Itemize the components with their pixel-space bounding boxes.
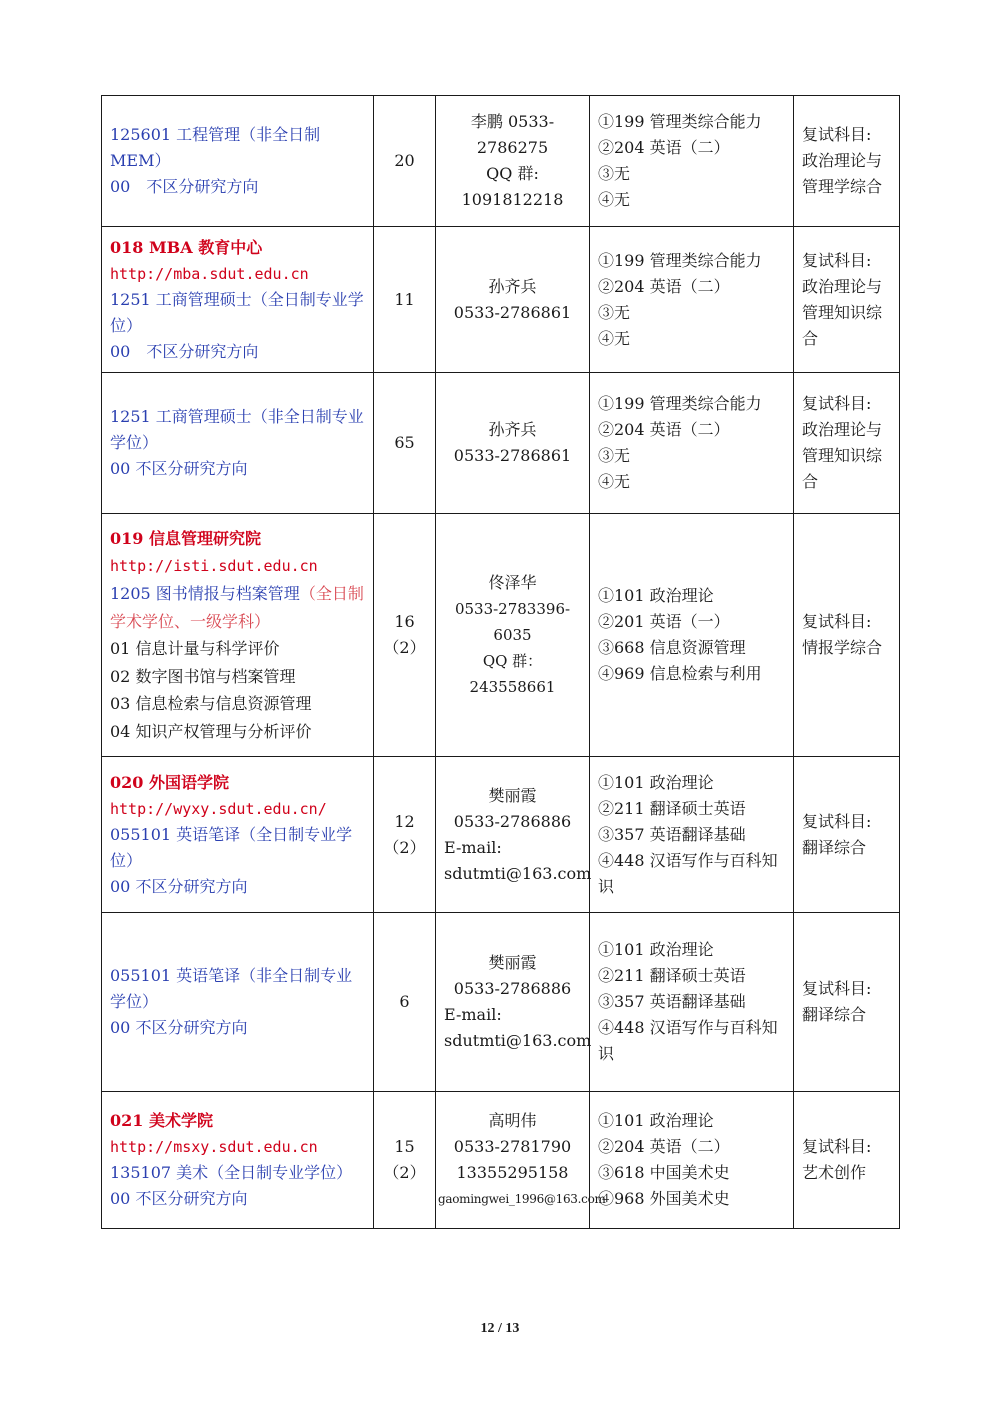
- page-number: 12 / 13: [480, 1321, 520, 1336]
- contact-email: gaomingwei_1996@163.com: [438, 1192, 606, 1206]
- table-row: [102, 96, 900, 227]
- contact-line: 13355295158: [456, 1163, 569, 1182]
- note-line: 复试科目:: [802, 1137, 872, 1156]
- exam-subject: ①199 管理类综合能力: [598, 112, 762, 131]
- notes-cell: [794, 227, 900, 373]
- contact-cell: [436, 96, 590, 227]
- table-row: [102, 227, 900, 373]
- contact-cell: [436, 373, 590, 514]
- quota-reserved: （2）: [383, 638, 426, 657]
- contact-line: 0533-2786886: [453, 979, 572, 998]
- exam-subject: ③668 信息资源管理: [598, 638, 746, 657]
- exam-subject: ②204 英语（二）: [598, 420, 730, 439]
- quota-value: 65: [394, 433, 415, 452]
- exam-subject: ①199 管理类综合能力: [598, 250, 762, 270]
- contact-line: 2786275: [476, 138, 549, 157]
- program-name: 1251 工商管理硕士（全日制专业学位）: [110, 289, 364, 335]
- notes-cell: [794, 913, 900, 1092]
- contact-line: QQ 群:: [486, 164, 539, 183]
- contact-email: sdutmti@163.com: [444, 863, 592, 883]
- note-line: 情报学综合: [802, 638, 883, 657]
- research-direction: 00 不区分研究方向: [110, 177, 259, 196]
- research-direction: 01 信息计量与科学评价: [110, 639, 280, 658]
- contact-line: 0533-2781790: [453, 1137, 572, 1156]
- quota-cell: [374, 227, 436, 373]
- quota-cell: [374, 373, 436, 514]
- note-line: 管理知识综: [802, 302, 883, 322]
- exam-subject: ②201 英语（一）: [598, 612, 730, 631]
- department-title: 019 信息管理研究院: [110, 529, 261, 548]
- exam-subject: ③无: [598, 302, 631, 322]
- exam-subject: ③618 中国美术史: [598, 1163, 730, 1182]
- quota-reserved: （2）: [383, 1163, 426, 1182]
- quota-value: 16: [394, 612, 415, 631]
- contact-line: 樊丽霞: [488, 953, 537, 972]
- exam-subject: ④无: [598, 328, 631, 348]
- exam-subjects-cell: [590, 1092, 794, 1229]
- notes-cell: [794, 1092, 900, 1229]
- exam-subject: ①101 政治理论: [598, 586, 714, 605]
- quota-value: 11: [394, 289, 415, 309]
- quota-value: 6: [399, 992, 410, 1011]
- quota-cell: [374, 757, 436, 913]
- contact-line: 佟泽华: [488, 573, 537, 592]
- table-row: [102, 1092, 900, 1229]
- admissions-table: [101, 95, 900, 1229]
- note-line: 合: [802, 472, 819, 491]
- program-type: （全日制学术学位、一级学科）: [110, 584, 364, 631]
- program-name: 1251 工商管理硕士（非全日制专业学位）: [110, 407, 364, 452]
- exam-subjects-cell: [590, 227, 794, 373]
- exam-subject: ③357 英语翻译基础: [598, 824, 746, 844]
- contact-email: sdutmti@163.com: [444, 1031, 592, 1050]
- program-cell: [102, 514, 374, 757]
- exam-subject: ②204 英语（二）: [598, 1137, 730, 1156]
- note-line: 管理知识综: [802, 446, 883, 465]
- contact-line: 李鹏 0533-: [470, 112, 555, 131]
- note-line: 复试科目:: [802, 394, 872, 413]
- exam-subject: ②204 英语（二）: [598, 138, 730, 157]
- research-direction: 00 不区分研究方向: [110, 1018, 248, 1037]
- exam-subject: ④无: [598, 472, 631, 491]
- note-line: 翻译综合: [802, 1005, 867, 1024]
- note-line: 复试科目:: [802, 811, 872, 831]
- quota-reserved: （2）: [383, 837, 426, 857]
- research-direction: 00 不区分研究方向: [110, 1189, 248, 1208]
- note-line: 复试科目:: [802, 250, 872, 270]
- research-direction: 03 信息检索与信息资源管理: [110, 694, 312, 713]
- exam-subject: ④448 汉语写作与百科知识: [598, 850, 778, 896]
- note-line: 复试科目:: [802, 979, 872, 998]
- program-name: 1205 图书情报与档案管理: [110, 584, 300, 603]
- program-cell: [102, 913, 374, 1092]
- note-line: 复试科目:: [802, 125, 872, 144]
- contact-line: 0533-2786861: [453, 446, 572, 465]
- quota-value: 15: [394, 1137, 415, 1156]
- exam-subjects-cell: [590, 757, 794, 913]
- contact-line: 孙齐兵: [488, 276, 537, 296]
- exam-subject: ②211 翻译硕士英语: [598, 966, 746, 985]
- research-direction: 00 不区分研究方向: [110, 459, 248, 478]
- program-name: 125601 工程管理（非全日制 MEM）: [110, 125, 321, 170]
- quota-cell: [374, 913, 436, 1092]
- note-line: 政治理论与: [802, 420, 883, 439]
- contact-cell: [436, 514, 590, 757]
- contact-cell: [436, 227, 590, 373]
- table-row: [102, 373, 900, 514]
- contact-line: E-mail:: [444, 837, 502, 857]
- department-url[interactable]: http://wyxy.sdut.edu.cn/: [110, 799, 327, 818]
- notes-cell: [794, 514, 900, 757]
- research-direction: 00 不区分研究方向: [110, 341, 259, 361]
- exam-subject: ①199 管理类综合能力: [598, 394, 762, 413]
- exam-subject: ③357 英语翻译基础: [598, 992, 746, 1011]
- table-row: [102, 514, 900, 757]
- contact-line: 孙齐兵: [488, 420, 537, 439]
- contact-cell: [436, 757, 590, 913]
- department-title: 020 外国语学院: [110, 772, 229, 792]
- contact-cell: [436, 913, 590, 1092]
- quota-cell: [374, 96, 436, 227]
- department-title: 018 MBA 教育中心: [110, 237, 263, 257]
- research-direction: 02 数字图书馆与档案管理: [110, 666, 296, 686]
- table-row: [102, 913, 900, 1092]
- contact-line: QQ 群：243558661: [469, 652, 556, 696]
- note-line: 政治理论与: [802, 276, 883, 296]
- note-line: 合: [802, 328, 819, 348]
- program-cell: [102, 227, 374, 373]
- exam-subject: ②211 翻译硕士英语: [598, 798, 746, 818]
- contact-line: 0533-2786886: [453, 811, 572, 831]
- table-row: [102, 757, 900, 913]
- quota-value: 12: [394, 811, 415, 831]
- program-cell: [102, 373, 374, 514]
- department-url[interactable]: http://mba.sdut.edu.cn: [110, 264, 309, 283]
- department-title: 021 美术学院: [110, 1111, 213, 1130]
- exam-subject: ④448 汉语写作与百科知识: [598, 1018, 778, 1063]
- research-direction: 04 知识产权管理与分析评价: [110, 721, 312, 741]
- quota-value: 20: [394, 151, 415, 170]
- exam-subject: ④968 外国美术史: [598, 1189, 730, 1208]
- exam-subject: ①101 政治理论: [598, 940, 714, 959]
- program-name: 055101 英语笔译（全日制专业学位）: [110, 824, 353, 870]
- exam-subject: ①101 政治理论: [598, 772, 714, 792]
- exam-subjects-cell: [590, 96, 794, 227]
- contact-line: 樊丽霞: [488, 785, 537, 805]
- quota-cell: [374, 514, 436, 757]
- exam-subjects-cell: [590, 913, 794, 1092]
- program-cell: [102, 757, 374, 913]
- exam-subject: ③无: [598, 446, 631, 465]
- note-line: 管理学综合: [802, 177, 883, 196]
- exam-subjects-cell: [590, 373, 794, 514]
- note-line: 翻译综合: [802, 837, 867, 857]
- research-direction: 00 不区分研究方向: [110, 876, 248, 896]
- contact-cell: [436, 1092, 606, 1229]
- contact-line: 1091812218: [461, 190, 564, 209]
- note-line: 艺术创作: [802, 1163, 867, 1182]
- contact-line: 高明伟: [488, 1111, 537, 1130]
- department-url[interactable]: http://isti.sdut.edu.cn: [110, 556, 318, 575]
- note-line: 复试科目:: [802, 612, 872, 631]
- exam-subject: ③无: [598, 164, 631, 183]
- note-line: 政治理论与: [802, 151, 883, 170]
- exam-subject: ①101 政治理论: [598, 1111, 714, 1130]
- notes-cell: [794, 96, 900, 227]
- exam-subject: ②204 英语（二）: [598, 276, 730, 296]
- exam-subject: ④无: [598, 190, 631, 209]
- exam-subjects-cell: [590, 514, 794, 757]
- program-name: 135107 美术（全日制专业学位）: [110, 1163, 353, 1182]
- notes-cell: [794, 373, 900, 514]
- program-cell: [102, 96, 374, 227]
- program-name: 055101 英语笔译（非全日制专业学位）: [110, 966, 353, 1011]
- contact-line: E-mail:: [444, 1005, 502, 1024]
- notes-cell: [794, 757, 900, 913]
- quota-cell: [374, 1092, 436, 1229]
- contact-line: 0533-2786861: [453, 302, 572, 322]
- department-url[interactable]: http://msxy.sdut.edu.cn: [110, 1138, 318, 1156]
- contact-line: 0533-2783396-6035: [454, 600, 571, 644]
- exam-subject: ④969 信息检索与利用: [598, 664, 762, 683]
- program-cell: [102, 1092, 374, 1229]
